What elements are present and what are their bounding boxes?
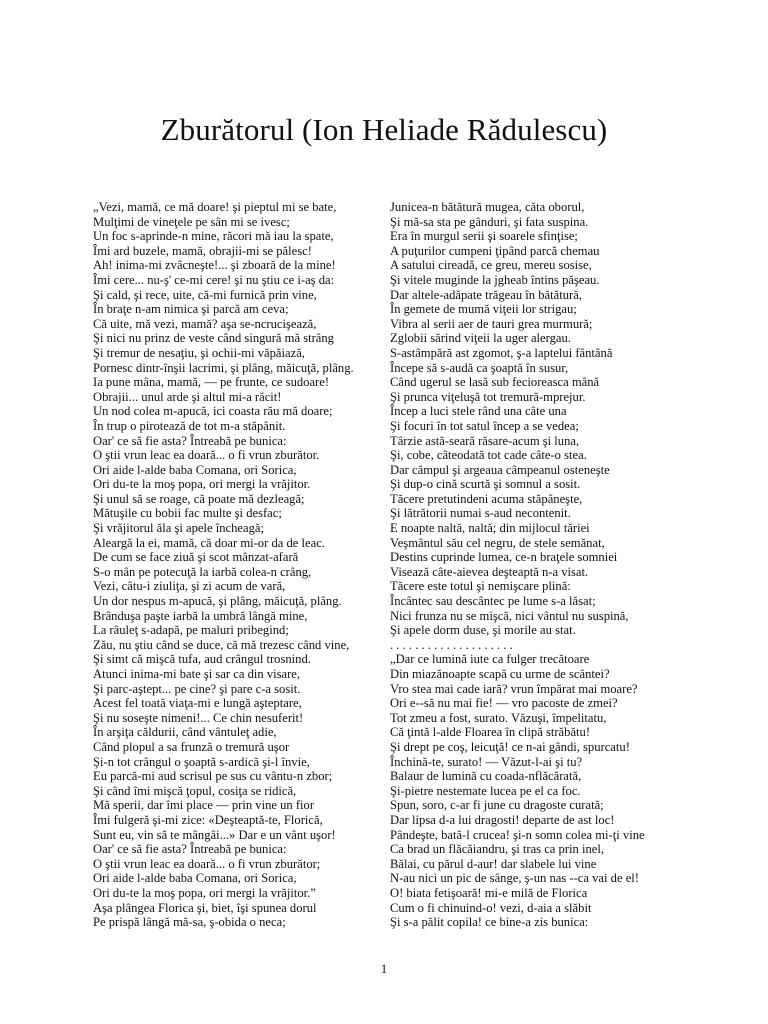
- verse-line: Vibra al serii aer de tauri grea murmură;: [390, 316, 593, 331]
- verse-line: Şi cald, şi rece, uite, că-mi furnică prin vine,: [93, 287, 317, 302]
- verse-line: Şi, cobe, câteodată tot cade câte-o stea.: [390, 448, 587, 463]
- verse-line: Şi-pietre nestemate lucea pe el ca foc.: [390, 783, 581, 798]
- verse-line: Îmi ard buzele, mamă, obrajii-mi se pălesc!: [93, 243, 312, 258]
- verse-line: Era în murgul serii şi soarele sfinţise;: [390, 229, 578, 244]
- verse-line: Bălai, cu părul d-aur! dar slabele lui vine: [390, 856, 597, 871]
- verse-line: Ia pune mâna, mamă, — pe frunte, ce sudoare!: [93, 375, 330, 390]
- verse-line: Şi mă-sa sta pe gânduri, şi fata suspina.: [390, 214, 589, 229]
- verse-line: Pe prispă lângă mă-sa, ş-obida o neca;: [93, 915, 286, 930]
- verse-line: De cum se face ziuă şi scot mânzat-afară: [93, 550, 299, 565]
- verse-line: Atunci inima-mi bate şi sar ca din visare,: [93, 667, 301, 681]
- verse-line: Şi apele dorm duse, şi morile au stat.: [390, 623, 576, 638]
- verse-line: Spun, soro, c-ar fi june cu dragoste curată;: [390, 798, 604, 813]
- verse-line: Şi focuri în tot satul încep a se vedea;: [390, 418, 579, 433]
- verse-line: Obrajii... unul arde şi altul mi-a răcit!: [93, 389, 282, 404]
- verse-line: Şi s-a pălit copila! ce bine-a zis bunica:: [390, 915, 589, 930]
- verse-line: Acest fel toată viaţa-mi e lungă aşteptare,: [93, 696, 302, 711]
- verse-line: N-au nici un pic de sânge, ş-un nas --ca vai de el!: [390, 871, 639, 886]
- verse-line: O! biata fetişoară! mi-e milă de Florica: [390, 885, 588, 900]
- verse-line: Îmi cere... nu-ş' ce-mi cere! şi nu ştiu ce i-aş da:: [93, 272, 335, 287]
- verse-line: Ori aide l-alde baba Comana, ori Sorica,: [93, 462, 297, 477]
- verse-line: Destins cuprinde lumea, ce-n braţele somniei: [390, 550, 618, 565]
- verse-line: O ştii vrun leac ea doară... o fi vrun zburător;: [93, 856, 321, 871]
- verse-line: Balaur de lumină cu coada-nflăcărată,: [390, 769, 582, 784]
- verse-line: Închină-te, surato! — Văzut-l-ai şi tu?: [390, 754, 583, 769]
- verse-line: Junicea-n bătătură mugea, căta oborul,: [390, 200, 585, 214]
- verse-line: Tot zmeu a fost, surato. Văzuşi, împelitatu,: [390, 710, 607, 725]
- verse-line: Eu parcă-mi aud scrisul pe sus cu vântu-n zbor;: [93, 769, 333, 784]
- verse-line: Şi dup-o cină scurtă şi somnul a sosit.: [390, 477, 581, 492]
- verse-line: Dar altele-adăpate trăgeau în bătătură,: [390, 287, 582, 302]
- verse-line: În gemete de mumă viţeii lor strigau;: [390, 302, 577, 317]
- verse-line: Şi lătrătorii numai s-aud necontenit.: [390, 506, 571, 521]
- verse-line: Când plopul a sa frunză o tremură uşor: [93, 739, 290, 754]
- verse-line: În trup o pirotează de tot m-a stăpânit.: [93, 418, 286, 433]
- verse-line: O ştii vrun leac ea doară... o fi vrun zburător.: [93, 448, 320, 463]
- verse-line: La râuleţ s-adapă, pe maluri pribegind;: [93, 623, 289, 638]
- verse-line: Ca brad un flăcăiandru, şi tras ca prin inel,: [390, 842, 605, 857]
- verse-line: Zău, nu ştiu când se duce, că mă trezesc când vine,: [93, 637, 350, 652]
- verse-line: Din miazănoapte scapă cu urme de scântei?: [390, 667, 610, 681]
- verse-line: Sunt eu, vin să te mângâi...» Dar e un vânt uşor!: [93, 827, 336, 842]
- verse-line: S-astâmpără ast zgomot, ş-a laptelui fântână: [390, 345, 613, 360]
- verse-line: „Dar ce lumină iute ca fulger trecătoare: [390, 652, 590, 667]
- verse-line: Pândeşte, bată-l crucea! şi-n somn colea mi-ţi vine: [390, 827, 645, 842]
- verse-line: Târzie astă-seară răsare-acum şi luna,: [390, 433, 580, 448]
- verse-line: Aşa plângea Florica şi, biet, îşi spunea dorul: [93, 900, 317, 915]
- verse-line: Un dor nespus m-apucă, şi plâng, măicuţă, plâng.: [93, 594, 342, 609]
- verse-line: Mătuşile cu bobii fac multe şi desfac;: [93, 506, 282, 521]
- verse-line: Şi unul să se roage, că poate mă dezleagă;: [93, 491, 305, 506]
- verse-line: Dar câmpul şi argeaua câmpeanul osteneşte: [390, 462, 610, 477]
- verse-line: Dar lipsa d-a lui dragosti! departe de ast loc!: [390, 812, 615, 827]
- verse-line: Tăcere este totul şi nemişcare plină:: [390, 579, 571, 594]
- verse-line: A satului cireadă, ce greu, mereu sosise,: [390, 258, 592, 273]
- verse-line: Şi prunca viţeluşă tot tremură-mprejur.: [390, 389, 586, 404]
- verse-line: Oar' ce să fie asta? Întreabă pe bunica:: [93, 842, 287, 857]
- verse-line: „Vezi, mamă, ce mă doare! şi pieptul mi se bate,: [93, 200, 337, 214]
- verse-line: Ori du-te la moş popa, ori mergi la vrăjitor.”: [93, 885, 316, 900]
- verse-line: Visează câte-aievea deşteaptă n-a visat.: [390, 564, 589, 579]
- verse-line: Şi când îmi mişcă ţopul, cosiţa se ridică,: [93, 783, 297, 798]
- verse-line: Ori du-te la moş popa, ori mergi la vrăjitor.: [93, 477, 311, 492]
- verse-line: Ori e--să nu mai fie! — vro pacoste de zmei?: [390, 696, 618, 711]
- verse-line: Şi nici nu prinz de veste când singură mă strâng: [93, 331, 334, 346]
- verse-line: Mă sperii, dar îmi place — prin vine un fior: [93, 798, 315, 813]
- verse-line: Şi simt că mişcă tufa, aud crângul trosnind.: [93, 652, 311, 667]
- poem-left-column: [93, 200, 354, 930]
- verse-line: . . . . . . . . . . . . . . . . . . . .: [390, 637, 513, 652]
- verse-line: În braţe n-am nimica şi parcă am ceva;: [93, 302, 289, 317]
- verse-line: Un foc s-aprinde-n mine, răcori mă iau la spate,: [93, 229, 334, 244]
- verse-line: Cum o fi chinuind-o! vezi, d-aia a slăbit: [390, 900, 592, 915]
- verse-line: Că uite, mă vezi, mamă? aşa se-ncrucişează,: [93, 316, 317, 331]
- verse-line: Şi drept pe coş, leicuţă! ce n-ai gândi, spurcatu!: [390, 739, 630, 754]
- verse-line: Veşmântul său cel negru, de stele semănat,: [390, 535, 605, 550]
- verse-line: Şi-n tot crângul o şoaptă s-ardică şi-l învie,: [93, 754, 310, 769]
- verse-line: E noapte naltă, naltă; din mijlocul tăriei: [390, 521, 590, 536]
- verse-line: S-o mân pe potecuţă la iarbă colea-n crâng,: [93, 564, 312, 579]
- verse-line: A puţurilor cumpeni ţipând parcă chemau: [390, 243, 600, 258]
- verse-line: Începe să s-audă ca şoaptă în susur,: [390, 360, 569, 375]
- poem-right-column: [390, 200, 645, 930]
- verse-line: Vezi, câtu-i ziuliţa, şi zi acum de vară,: [93, 579, 286, 594]
- verse-line: Un nod colea m-apucă, ici coasta rău mă doare;: [93, 404, 333, 419]
- page-number: 1: [380, 961, 388, 976]
- verse-line: Şi parc-aştept... pe cine? şi pare c-a sosit.: [93, 681, 301, 696]
- verse-line: În arşiţa căldurii, când vântuleţ adie,: [93, 725, 277, 740]
- verse-line: Îmi fulgeră şi-mi zice: «Deşteaptă-te, Florică,: [93, 812, 323, 827]
- verse-line: Mulţimi de vineţele pe sân mi se ivesc;: [93, 214, 290, 229]
- verse-line: Pornesc dintr-înşii lacrimi, şi plâng, măicuţă, plâng.: [93, 360, 354, 375]
- verse-line: Ah! inima-mi zvâcneşte!... şi zboară de la mine!: [93, 258, 336, 273]
- verse-line: Aleargă la ei, mamă, că doar mi-or da de leac.: [93, 535, 325, 550]
- verse-line: Oar' ce să fie asta? Întreabă pe bunica:: [93, 433, 287, 448]
- verse-line: Încep a luci stele rând una câte una: [390, 404, 567, 419]
- verse-line: Ori aide l-alde baba Comana, ori Sorica,: [93, 871, 297, 886]
- verse-line: Zglobii sărind viţeii la uger alergau.: [390, 331, 571, 346]
- verse-line: Că ţintă l-alde Floarea în clipă străbătu!: [390, 725, 591, 740]
- verse-line: Şi tremur de nesaţiu, şi ochii-mi văpăiază,: [93, 345, 305, 360]
- document-title: Zburătorul (Ion Heliade Rădulescu): [160, 112, 608, 147]
- verse-line: Şi nu soseşte nimeni!... Ce chin nesuferit!: [93, 710, 304, 725]
- verse-line: Şi vrăjitorul ăla şi apele încheagă;: [93, 521, 264, 536]
- verse-line: Când ugerul se lasă sub fecioreasca mână: [390, 375, 600, 390]
- verse-line: Vro stea mai cade iară? vrun împărat mai moare?: [390, 681, 638, 696]
- verse-line: Nici frunza nu se mişcă, nici vântul nu suspină,: [390, 608, 629, 623]
- verse-line: Încântec sau descântec pe lume s-a lăsat;: [390, 594, 596, 609]
- verse-line: Şi vitele muginde la jgheab întins păşeau.: [390, 272, 600, 287]
- verse-line: Tăcere pretutindeni acuma stăpâneşte,: [390, 491, 583, 506]
- verse-line: Brânduşa paşte iarbă la umbră lângă mine,: [93, 608, 308, 623]
